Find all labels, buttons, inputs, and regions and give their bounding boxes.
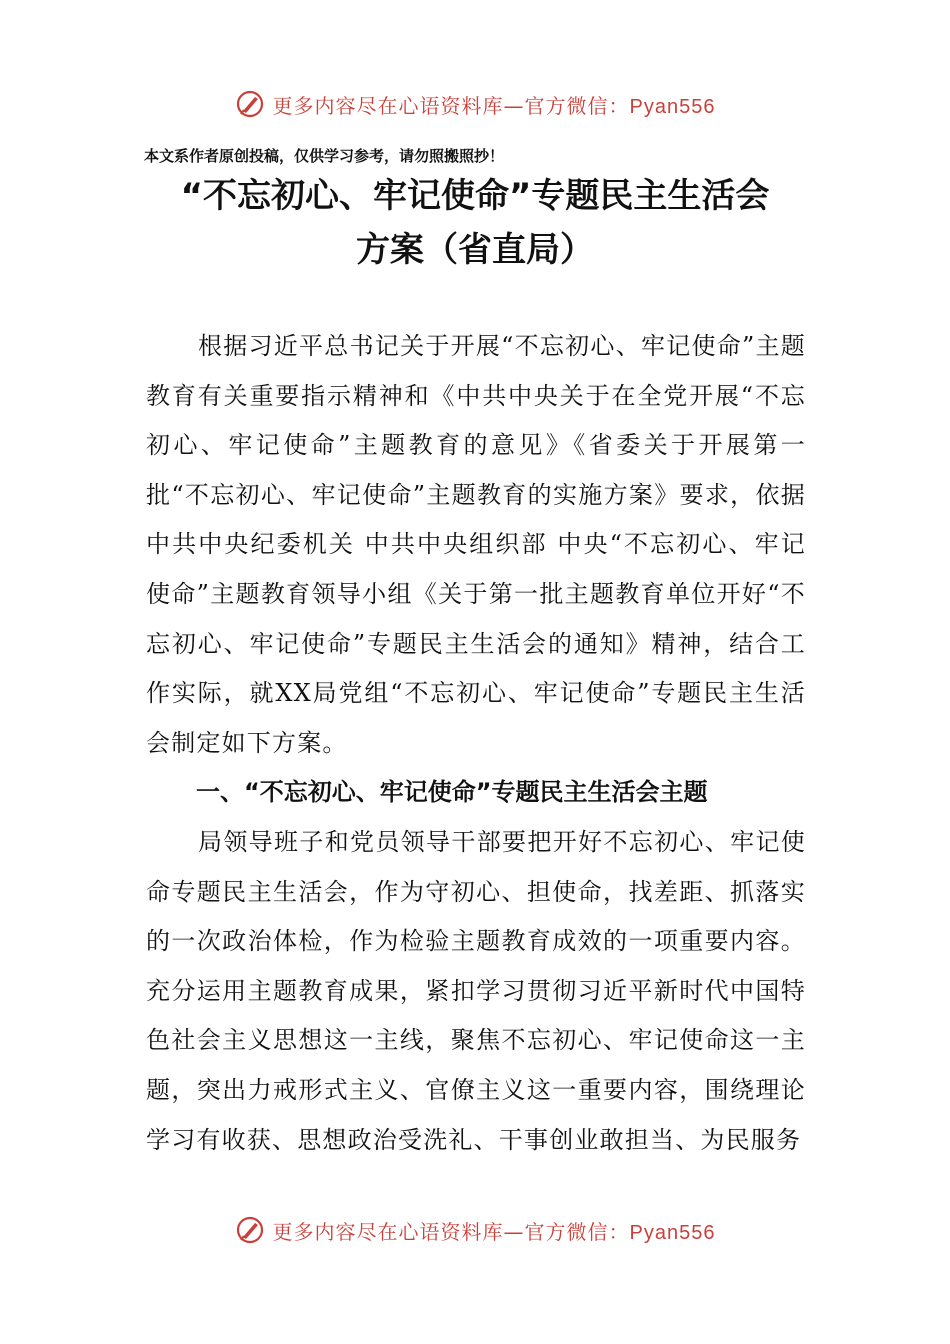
copyright-notice: 本文系作者原创投稿，仅供学习参考，请勿照搬照抄！ — [144, 147, 505, 165]
watermark-text — [273, 1216, 716, 1245]
quill-pen-logo-icon — [235, 1215, 265, 1245]
watermark-text — [273, 90, 716, 119]
watermark-id: Pyan556 — [629, 95, 716, 118]
header-watermark — [0, 82, 950, 126]
watermark-dash: — — [503, 93, 525, 118]
paragraph-intro: 根据习近平总书记关于开展“不忘初心、牢记使命”主题教育有关重要指示精神和《中共中央关于在全党开展“不忘初心、牢记使命”主题教育的意见》《省委关于开展第一批“不忘初心、牢记使命”主题教育的实施方案》要求，依据中共中央纪委机关 中共中央组织部 中央“不忘初心、牢记使命”主题教育领导小组《关于第一批主题教育单位开好“不忘初心、牢记使命”专题民主生活会的通知》精神，结合工作实际，就XX局党组“不忘初心、牢记使命”专题民主生活会制定如下方案。 — [146, 332, 806, 757]
watermark-dash: — — [503, 1219, 525, 1244]
watermark-label: 官方微信： — [524, 93, 630, 118]
paragraph-section-1: 局领导班子和党员领导干部要把开好不忘初心、牢记使命专题民主生活会，作为守初心、担使命，找差距、抓落实的一次政治体检，作为检验主题教育成效的一项重要内容。充分运用主题教育成果，紧扣学习贯彻习近平新时代中国特色社会主义思想这一主线，聚焦不忘初心、牢记使命这一主题，突出力戒形式主义、官僚主义这一重要内容，围绕理论学习有收获、思想政治受洗礼、干事创业敢担当、为民服务 — [146, 828, 806, 1154]
document-title-line-2: 方案（省直局） — [356, 230, 594, 270]
watermark-site: 更多内容尽在心语资料库 — [272, 1219, 504, 1244]
watermark-id: Pyan556 — [629, 1221, 716, 1244]
document-title-line-1: “不忘初心、牢记使命”专题民主生活会 — [180, 176, 770, 216]
quill-pen-logo-icon — [235, 89, 265, 119]
section-heading-1: 一、“不忘初心、牢记使命”专题民主生活会主题 — [196, 778, 708, 806]
watermark-label: 官方微信： — [524, 1219, 630, 1244]
watermark-site: 更多内容尽在心语资料库 — [272, 93, 504, 118]
footer-watermark — [0, 1208, 950, 1252]
